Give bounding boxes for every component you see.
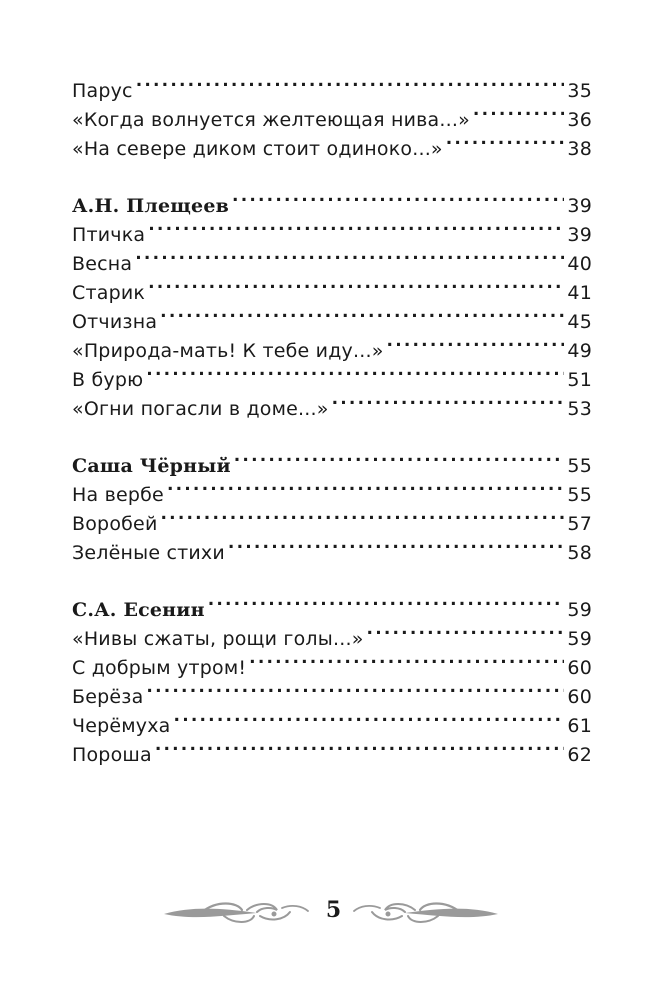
toc-entry-page: 40: [567, 253, 592, 275]
toc-entry-page: 36: [567, 109, 592, 131]
dot-leader: [332, 386, 565, 415]
dot-leader: [387, 328, 565, 357]
toc-section-pleshcheev: [72, 183, 592, 420]
toc-author-heading[interactable]: [72, 587, 592, 621]
toc-entry-title: Зелёные стихи: [72, 542, 225, 564]
toc-entry-title: Берёза: [72, 686, 144, 708]
toc-entry-page: 62: [567, 744, 592, 766]
dot-leader: [161, 501, 565, 530]
toc-entry-title: Отчизна: [72, 311, 158, 333]
toc-entry-title: «Нивы сжаты, рощи голы...»: [72, 628, 364, 650]
dot-leader: [167, 472, 564, 501]
toc-entry-page: 41: [567, 282, 592, 304]
toc-entry-title: Весна: [72, 253, 133, 275]
toc-entry-page: 45: [567, 311, 592, 333]
dot-leader: [228, 530, 565, 559]
toc-entry-page: 38: [567, 138, 592, 160]
author-page: 39: [567, 195, 592, 217]
flourish-ornament-icon: [350, 898, 500, 928]
toc-entry[interactable]: [72, 674, 592, 708]
toc-section-esenin: [72, 587, 592, 766]
toc-entry-page: 59: [567, 628, 592, 650]
dot-leader: [146, 674, 564, 703]
dot-leader: [232, 183, 564, 212]
toc-entry-title: «На севере диком стоит одиноко...»: [72, 138, 443, 160]
dot-leader: [148, 270, 564, 299]
toc-entry-page: 57: [567, 513, 592, 535]
toc-section-lermontov-continued: [72, 68, 592, 160]
toc-entry-title: В бурю: [72, 369, 144, 391]
toc-entry-title: Старик: [72, 282, 146, 304]
toc-entry-page: 53: [567, 398, 592, 420]
toc-entry-page: 49: [567, 340, 592, 362]
toc-entry[interactable]: [72, 357, 592, 391]
toc-entry-title: Парус: [72, 80, 133, 102]
author-name: А.Н. Плещеев: [72, 195, 230, 217]
toc-entry[interactable]: [72, 97, 592, 131]
toc-entry-title: «Огни погасли в доме...»: [72, 398, 329, 420]
dot-leader: [155, 732, 565, 761]
dot-leader: [135, 241, 564, 270]
toc-entry-title: Птичка: [72, 224, 146, 246]
toc-entry-page: 60: [567, 686, 592, 708]
toc-entry-page: 61: [567, 715, 592, 737]
toc-entry-title: С добрым утром!: [72, 657, 247, 679]
dot-leader: [146, 357, 564, 386]
toc-section-sasha-chorny: [72, 443, 592, 564]
toc-entry[interactable]: [72, 241, 592, 275]
toc-entry-page: 60: [567, 657, 592, 679]
toc-entry-title: Воробей: [72, 513, 158, 535]
toc-entry[interactable]: [72, 703, 592, 737]
toc-entry[interactable]: [72, 68, 592, 102]
page-number: 5: [325, 897, 342, 923]
dot-leader: [234, 443, 565, 472]
toc-author-heading[interactable]: [72, 183, 592, 217]
toc-entry[interactable]: [72, 299, 592, 333]
toc-entry-title: «Природа-мать! К тебе иду...»: [72, 340, 384, 362]
toc-entry-page: 39: [567, 224, 592, 246]
toc-entry[interactable]: [72, 212, 592, 246]
toc-entry-page: 51: [567, 369, 592, 391]
dot-leader: [148, 212, 564, 241]
toc-entry-page: 58: [567, 542, 592, 564]
toc-entry[interactable]: [72, 386, 592, 420]
toc-author-heading[interactable]: [72, 443, 592, 477]
author-name: Саша Чёрный: [72, 455, 231, 477]
toc-entry-title: Пороша: [72, 744, 152, 766]
dot-leader: [446, 126, 565, 155]
toc-entry-page: 35: [567, 80, 592, 102]
dot-leader: [174, 703, 565, 732]
table-of-contents: [72, 68, 592, 789]
toc-entry-title: На вербе: [72, 484, 164, 506]
author-page: 55: [567, 455, 592, 477]
dot-leader: [473, 97, 565, 126]
dot-leader: [160, 299, 564, 328]
dot-leader: [367, 616, 565, 645]
dot-leader: [136, 68, 565, 97]
toc-entry-page: 55: [567, 484, 592, 506]
author-page: 59: [567, 599, 592, 621]
page-footer: [0, 890, 667, 938]
dot-leader: [208, 587, 565, 616]
dot-leader: [249, 645, 564, 674]
toc-entry[interactable]: [72, 270, 592, 304]
author-name: С.А. Есенин: [72, 599, 205, 621]
toc-entry-title: Черёмуха: [72, 715, 171, 737]
toc-entry-title: «Когда волнуется желтеющая нива...»: [72, 109, 470, 131]
